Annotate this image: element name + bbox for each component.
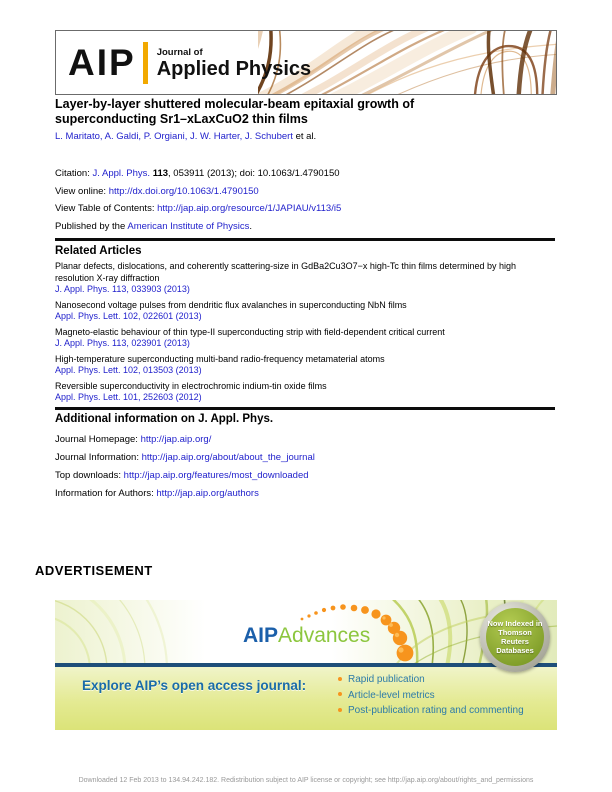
related-article-citation-link[interactable]: Appl. Phys. Lett. 102, 013503 (2013) bbox=[55, 365, 202, 375]
top-downloads-link[interactable]: http://jap.aip.org/features/most_downloaded bbox=[123, 470, 309, 481]
view-online-label: View online: bbox=[55, 185, 109, 197]
related-articles-heading: Related Articles bbox=[55, 245, 142, 257]
authors-info-line bbox=[55, 485, 557, 503]
related-article bbox=[55, 300, 557, 323]
related-article-citation-link[interactable]: J. Appl. Phys. 113, 023901 (2013) bbox=[55, 338, 190, 348]
badge-text-line2: Thomson Reuters bbox=[498, 628, 532, 646]
section-divider bbox=[55, 407, 555, 410]
article-title-line2: superconducting Sr1–xLaxCuO2 thin films bbox=[55, 112, 308, 126]
additional-info-list bbox=[55, 431, 557, 503]
author-links[interactable]: L. Maritato, A. Galdi, P. Orgiani, J. W. Harter, J. Schubert bbox=[55, 131, 293, 142]
citation-rest: , 053911 (2013); doi: 10.1063/1.4790150 bbox=[168, 168, 340, 179]
ad-bullet-list bbox=[338, 672, 524, 719]
related-article bbox=[55, 354, 557, 377]
publisher-link[interactable]: American Institute of Physics bbox=[127, 220, 250, 232]
bullet-icon bbox=[338, 677, 342, 681]
bullet-icon bbox=[338, 708, 342, 712]
journal-information-line bbox=[55, 449, 557, 467]
journal-homepage-line bbox=[55, 431, 557, 449]
toc-label: View Table of Contents: bbox=[55, 203, 158, 214]
journal-prefix: Journal of bbox=[156, 46, 203, 58]
ad-banner-bottom bbox=[55, 667, 557, 730]
citation-line bbox=[55, 165, 557, 183]
aip-advances-logo-advances: Advances bbox=[278, 624, 371, 647]
author-line bbox=[55, 131, 316, 142]
citation-block bbox=[55, 165, 557, 235]
citation-volume: 113 bbox=[150, 168, 169, 179]
authors-info-label: Information for Authors: bbox=[55, 488, 157, 499]
article-title bbox=[55, 97, 557, 127]
aip-advances-logo-aip: AIP bbox=[243, 624, 279, 647]
published-label: Published by the bbox=[55, 220, 128, 232]
aip-logo: AIP bbox=[68, 42, 136, 83]
view-online-line bbox=[55, 183, 557, 201]
thomson-reuters-badge bbox=[480, 602, 550, 672]
aip-advances-ad-banner[interactable] bbox=[55, 600, 557, 730]
ad-bullet-text: Article-level metrics bbox=[348, 689, 435, 701]
bullet-icon bbox=[338, 692, 342, 696]
published-line bbox=[55, 218, 557, 236]
ad-bullet-text: Rapid publication bbox=[348, 674, 425, 685]
ad-bullet-item bbox=[338, 688, 524, 704]
advertisement-label: ADVERTISEMENT bbox=[35, 563, 153, 578]
article-title-line1: Layer-by-layer shuttered molecular-beam epitaxial growth of bbox=[55, 97, 415, 111]
authors-etal: et al. bbox=[292, 131, 317, 142]
journal-name: Applied Physics bbox=[156, 57, 312, 80]
download-notice: Downloaded 12 Feb 2013 to 134.94.242.182. Redistribution subject to AIP license or copyright; see http://jap.aip.org/about/rights_and_permissions bbox=[78, 777, 534, 784]
journal-homepage-link[interactable]: http://jap.aip.org/ bbox=[140, 434, 212, 445]
related-article bbox=[55, 381, 557, 404]
badge-text-line3: Databases bbox=[496, 646, 534, 655]
citation-journal-link[interactable]: J. Appl. Phys. bbox=[92, 168, 151, 179]
related-article-citation-link[interactable]: Appl. Phys. Lett. 102, 022601 (2013) bbox=[55, 311, 202, 321]
ad-tagline: Explore AIP’s open access journal: bbox=[82, 678, 307, 693]
toc-line bbox=[55, 200, 557, 218]
journal-homepage-label: Journal Homepage: bbox=[55, 434, 141, 445]
related-article-title: Reversible superconductivity in electrochromic indium-tin oxide films bbox=[55, 380, 327, 391]
journal-information-link[interactable]: http://jap.aip.org/about/about_the_journal bbox=[141, 452, 315, 463]
additional-info-heading: Additional information on J. Appl. Phys. bbox=[55, 413, 274, 425]
ad-bullet-text: Post-publication rating and commenting bbox=[348, 705, 524, 716]
related-article-title: Planar defects, dislocations, and coherently scattering-size in GdBa2Cu3O7−x high-Tc thin films determined by high resolution X-ray diffraction bbox=[55, 261, 516, 283]
related-articles-list bbox=[55, 261, 557, 408]
related-article-title: High-temperature superconducting multi-band radio-frequency metamaterial atoms bbox=[55, 353, 385, 364]
gold-divider bbox=[143, 42, 148, 84]
badge-text-line1: Now Indexed in bbox=[487, 619, 543, 628]
journal-masthead bbox=[55, 30, 557, 95]
related-article-title: Magneto-elastic behaviour of thin type-II superconducting strip with field-dependent critical current bbox=[55, 326, 445, 337]
ad-bullet-item bbox=[338, 672, 524, 688]
top-downloads-label: Top downloads: bbox=[55, 470, 124, 481]
journal-information-label: Journal Information: bbox=[55, 452, 142, 463]
section-divider bbox=[55, 238, 555, 241]
authors-info-link[interactable]: http://jap.aip.org/authors bbox=[156, 488, 259, 499]
toc-link[interactable]: http://jap.aip.org/resource/1/JAPIAU/v113/i5 bbox=[157, 203, 342, 214]
citation-label: Citation: bbox=[55, 168, 93, 179]
related-article bbox=[55, 327, 557, 350]
thomson-reuters-badge-face bbox=[486, 608, 544, 666]
related-article-citation-link[interactable]: J. Appl. Phys. 113, 033903 (2013) bbox=[55, 284, 190, 294]
ad-bullet-item bbox=[338, 703, 524, 719]
view-online-link[interactable]: http://dx.doi.org/10.1063/1.4790150 bbox=[108, 185, 259, 197]
masthead-brand bbox=[68, 42, 311, 84]
related-article-title: Nanosecond voltage pulses from dendritic flux avalanches in superconducting NbN films bbox=[55, 299, 407, 310]
published-suffix: . bbox=[249, 220, 252, 232]
related-article bbox=[55, 261, 557, 296]
top-downloads-line bbox=[55, 467, 557, 485]
related-article-citation-link[interactable]: Appl. Phys. Lett. 101, 252603 (2012) bbox=[55, 392, 202, 402]
